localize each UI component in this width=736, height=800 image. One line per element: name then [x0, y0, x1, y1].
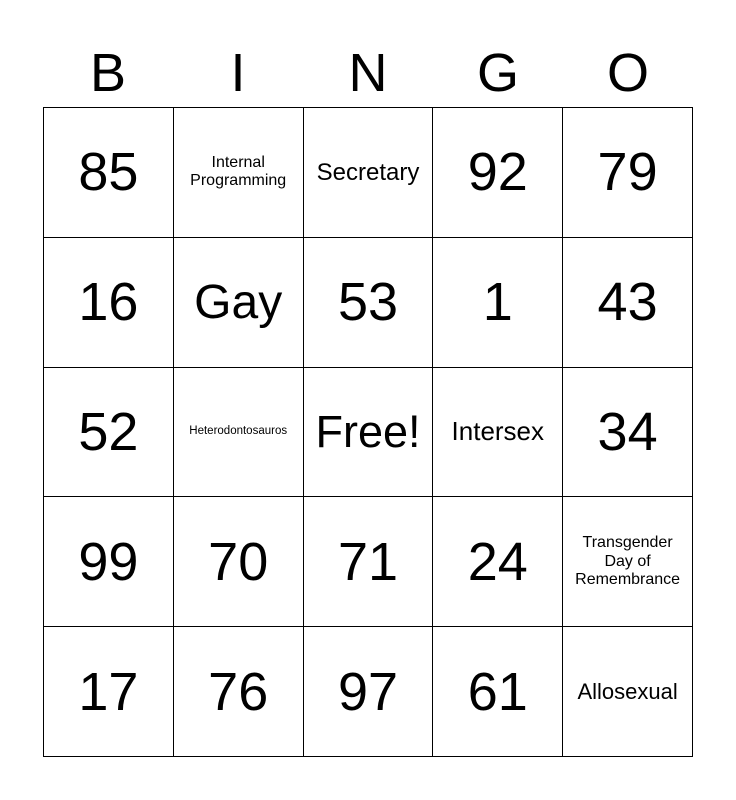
- bingo-cell-r2-c2[interactable]: Gay: [174, 238, 304, 368]
- bingo-cell-r1-c3[interactable]: Secretary: [304, 108, 434, 238]
- header-letter-o: O: [606, 43, 649, 103]
- header-letter-g: G: [476, 43, 519, 103]
- bingo-header: [43, 40, 693, 106]
- bingo-cell-r5-c1[interactable]: 17: [44, 627, 174, 757]
- bingo-cell-r3-c5[interactable]: 34: [563, 368, 693, 498]
- bingo-cell-r5-c5[interactable]: Allosexual: [563, 627, 693, 757]
- bingo-cell-r3-c4[interactable]: Intersex: [433, 368, 563, 498]
- bingo-cell-r4-c5[interactable]: Transgender Day of Remembrance: [563, 497, 693, 627]
- free-space-cell[interactable]: Free!: [304, 368, 434, 498]
- bingo-cell-r2-c1[interactable]: 16: [44, 238, 174, 368]
- bingo-cell-r4-c4[interactable]: 24: [433, 497, 563, 627]
- bingo-cell-r3-c2[interactable]: Heterodontosauros: [174, 368, 304, 498]
- bingo-cell-r1-c1[interactable]: 85: [44, 108, 174, 238]
- header-letter-n: N: [348, 43, 388, 103]
- bingo-cell-r1-c2[interactable]: Internal Programming: [174, 108, 304, 238]
- bingo-cell-r3-c1[interactable]: 52: [44, 368, 174, 498]
- bingo-cell-r1-c5[interactable]: 79: [563, 108, 693, 238]
- bingo-cell-r4-c3[interactable]: 71: [304, 497, 434, 627]
- bingo-cell-r2-c5[interactable]: 43: [563, 238, 693, 368]
- header-letter-b: B: [89, 43, 127, 103]
- bingo-cell-r2-c3[interactable]: 53: [304, 238, 434, 368]
- bingo-cell-r5-c4[interactable]: 61: [433, 627, 563, 757]
- bingo-cell-r2-c4[interactable]: 1: [433, 238, 563, 368]
- bingo-cell-r4-c2[interactable]: 70: [174, 497, 304, 627]
- bingo-cell-r5-c3[interactable]: 97: [304, 627, 434, 757]
- bingo-cell-r1-c4[interactable]: 92: [433, 108, 563, 238]
- bingo-cell-r4-c1[interactable]: 99: [44, 497, 174, 627]
- bingo-board: [43, 107, 693, 757]
- header-letter-i: I: [230, 43, 246, 103]
- bingo-cell-r5-c2[interactable]: 76: [174, 627, 304, 757]
